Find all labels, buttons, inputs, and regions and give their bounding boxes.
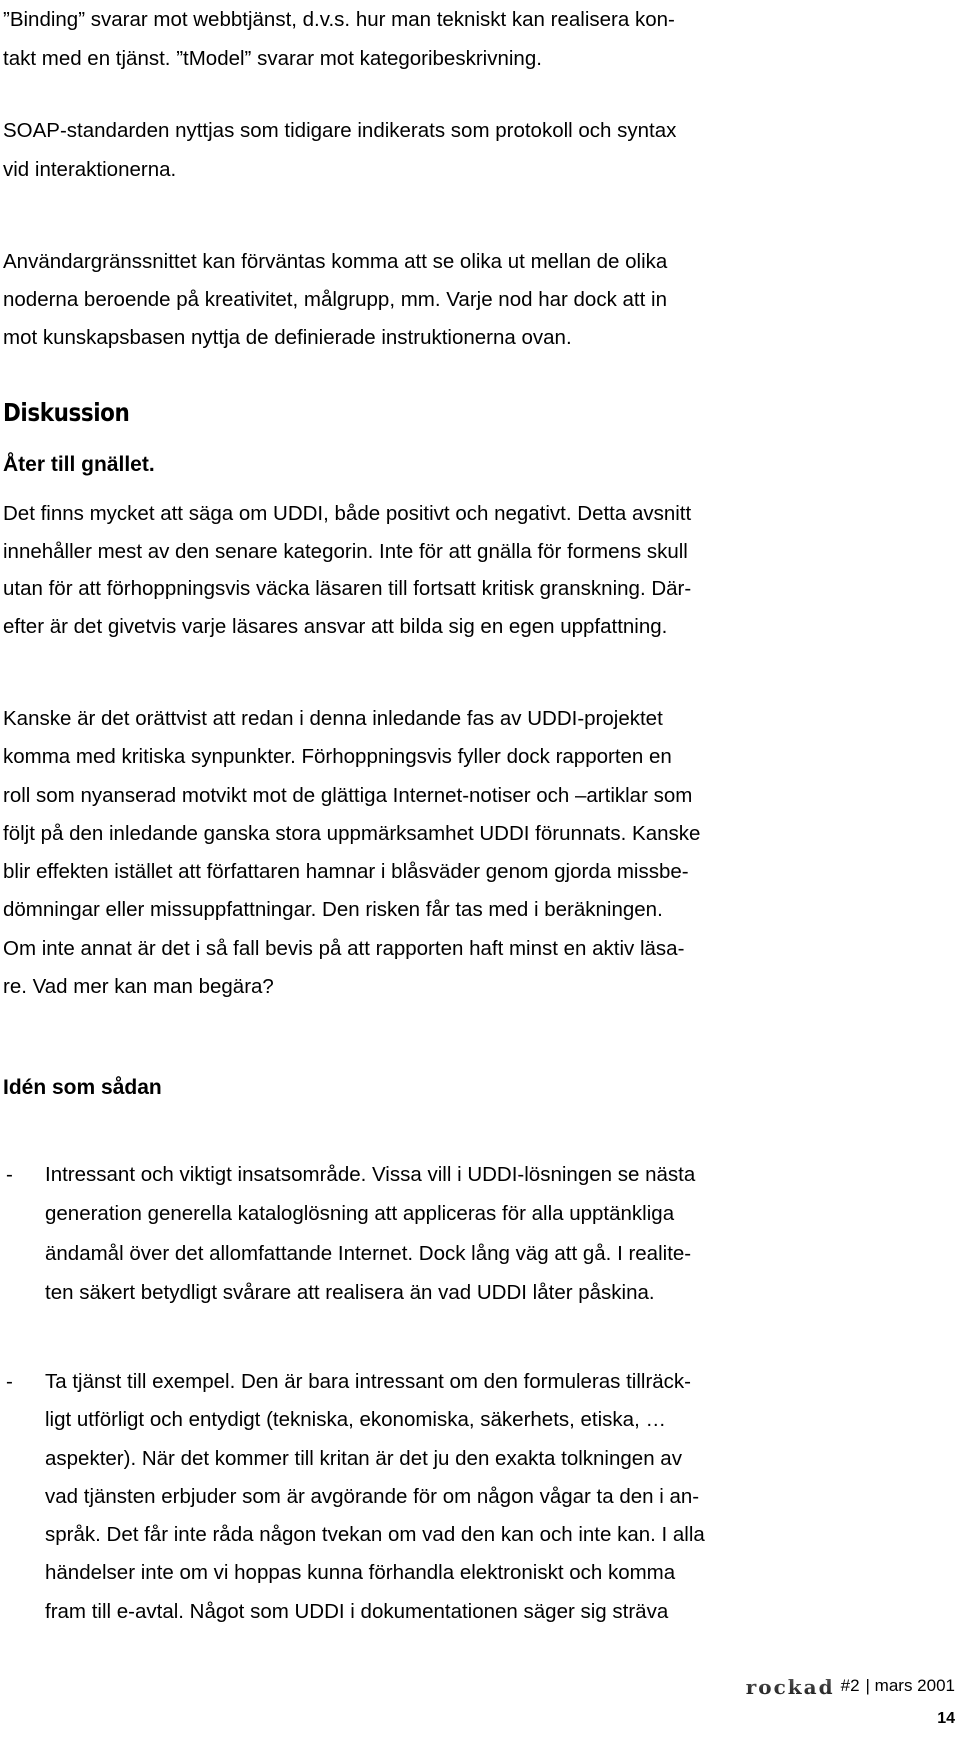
text-line: generation generella kataloglösning att appliceras för alla upptänkliga — [45, 1202, 675, 1226]
text-line: ”Binding” svarar mot webbtjänst, d.v.s. hur man tekniskt kan realisera kon- — [3, 8, 675, 31]
text-line: blir effekten istället att författaren hamnar i blåsväder genom gjorda missbe- — [3, 860, 689, 884]
list-item-text — [45, 1363, 705, 1631]
text-line: ändamål över det allomfattande Internet. Dock lång väg att gå. I realite- — [45, 1241, 692, 1265]
text-line: komma med kritiska synpunkter. Förhoppningsvis fyller dock rapporten en — [3, 745, 672, 769]
text-line: ligt utförligt och entydigt (tekniska, ekonomiska, säkerhets, etiska, … — [45, 1408, 666, 1432]
text-line: Det finns mycket att säga om UDDI, både positivt och negativt. Detta avsnitt — [3, 502, 692, 525]
list-bullet: - — [6, 1370, 13, 1393]
paragraph-discussion-1 — [3, 495, 803, 645]
paragraph-binding — [3, 0, 803, 78]
rockad-logo: rockad — [745, 1675, 835, 1699]
list-bullet: - — [6, 1163, 13, 1186]
text-line: språk. Det får inte råda någon tvekan om vad den kan och inte kan. I alla — [45, 1523, 705, 1547]
text-line: följt på den inledande ganska stora uppmärksamhet UDDI förunnats. Kanske — [3, 821, 701, 845]
text-line: fram till e-avtal. Något som UDDI i dokumentationen säger sig sträva — [45, 1599, 669, 1623]
page-number: 14 — [937, 1710, 955, 1727]
text-line: vid interaktionerna. — [3, 158, 177, 181]
text-line: Kanske är det orättvist att redan i denna inledande fas av UDDI-projektet — [3, 707, 663, 730]
issue-number: #2 — [840, 1676, 860, 1695]
text-line: Intressant och viktigt insatsområde. Vissa vill i UDDI-lösningen se nästa — [45, 1163, 696, 1186]
text-line: aspekter). När det kommer till kritan är det ju den exakta tolkningen av — [45, 1446, 682, 1470]
text-line: takt med en tjänst. ”tModel” svarar mot kategoribeskrivning. — [3, 47, 542, 70]
paragraph-discussion-2 — [3, 700, 803, 1006]
section-heading-discussion: Diskussion — [3, 398, 130, 427]
list-item-text — [45, 1155, 695, 1312]
text-line: vad tjänsten erbjuder som är avgörande för om någon vågar ta den i an- — [45, 1484, 700, 1508]
text-line: ten säkert betydligt svårare att realisera än vad UDDI låter påskina. — [45, 1280, 655, 1304]
text-line: utan för att förhoppningsvis väcka läsaren till fortsatt kritisk granskning. Där- — [3, 577, 692, 600]
text-line: SOAP-standarden nyttjas som tidigare indikerats som protokoll och syntax — [3, 119, 677, 142]
section-heading-idea: Idén som sådan — [3, 1076, 162, 1099]
text-line: dömningar eller missuppfattningar. Den risken får tas med i beräkningen. — [3, 898, 663, 922]
text-line: Om inte annat är det i så fall bevis på att rapporten haft minst en aktiv läsa- — [3, 936, 685, 960]
paragraph-interface — [3, 243, 803, 357]
text-line: re. Vad mer kan man begära? — [3, 975, 274, 999]
text-line: Användargränssnittet kan förväntas komma att se olika ut mellan de olika — [3, 250, 668, 273]
text-line: roll som nyanserad motvikt mot de glättiga Internet-notiser och –artiklar som — [3, 783, 693, 807]
text-line: Ta tjänst till exempel. Den är bara intressant om den formuleras tillräck- — [45, 1370, 692, 1393]
page-footer — [746, 1675, 955, 1697]
paragraph-soap — [3, 111, 803, 189]
text-line: mot kunskapsbasen nyttja de definierade instruktionerna ovan. — [3, 326, 572, 349]
text-line: händelser inte om vi hoppas kunna förhandla elektroniskt och komma — [45, 1561, 676, 1585]
text-line: efter är det givetvis varje läsares ansvar att bilda sig en egen uppfattning. — [3, 614, 668, 638]
issue-date: | mars 2001 — [865, 1676, 955, 1695]
subheading-back-to-complaint: Åter till gnället. — [3, 453, 155, 476]
text-line: noderna beroende på kreativitet, målgrupp, mm. Varje nod har dock att in — [3, 288, 667, 311]
text-line: innehåller mest av den senare kategorin. Inte för att gnälla för formens skull — [3, 539, 688, 563]
